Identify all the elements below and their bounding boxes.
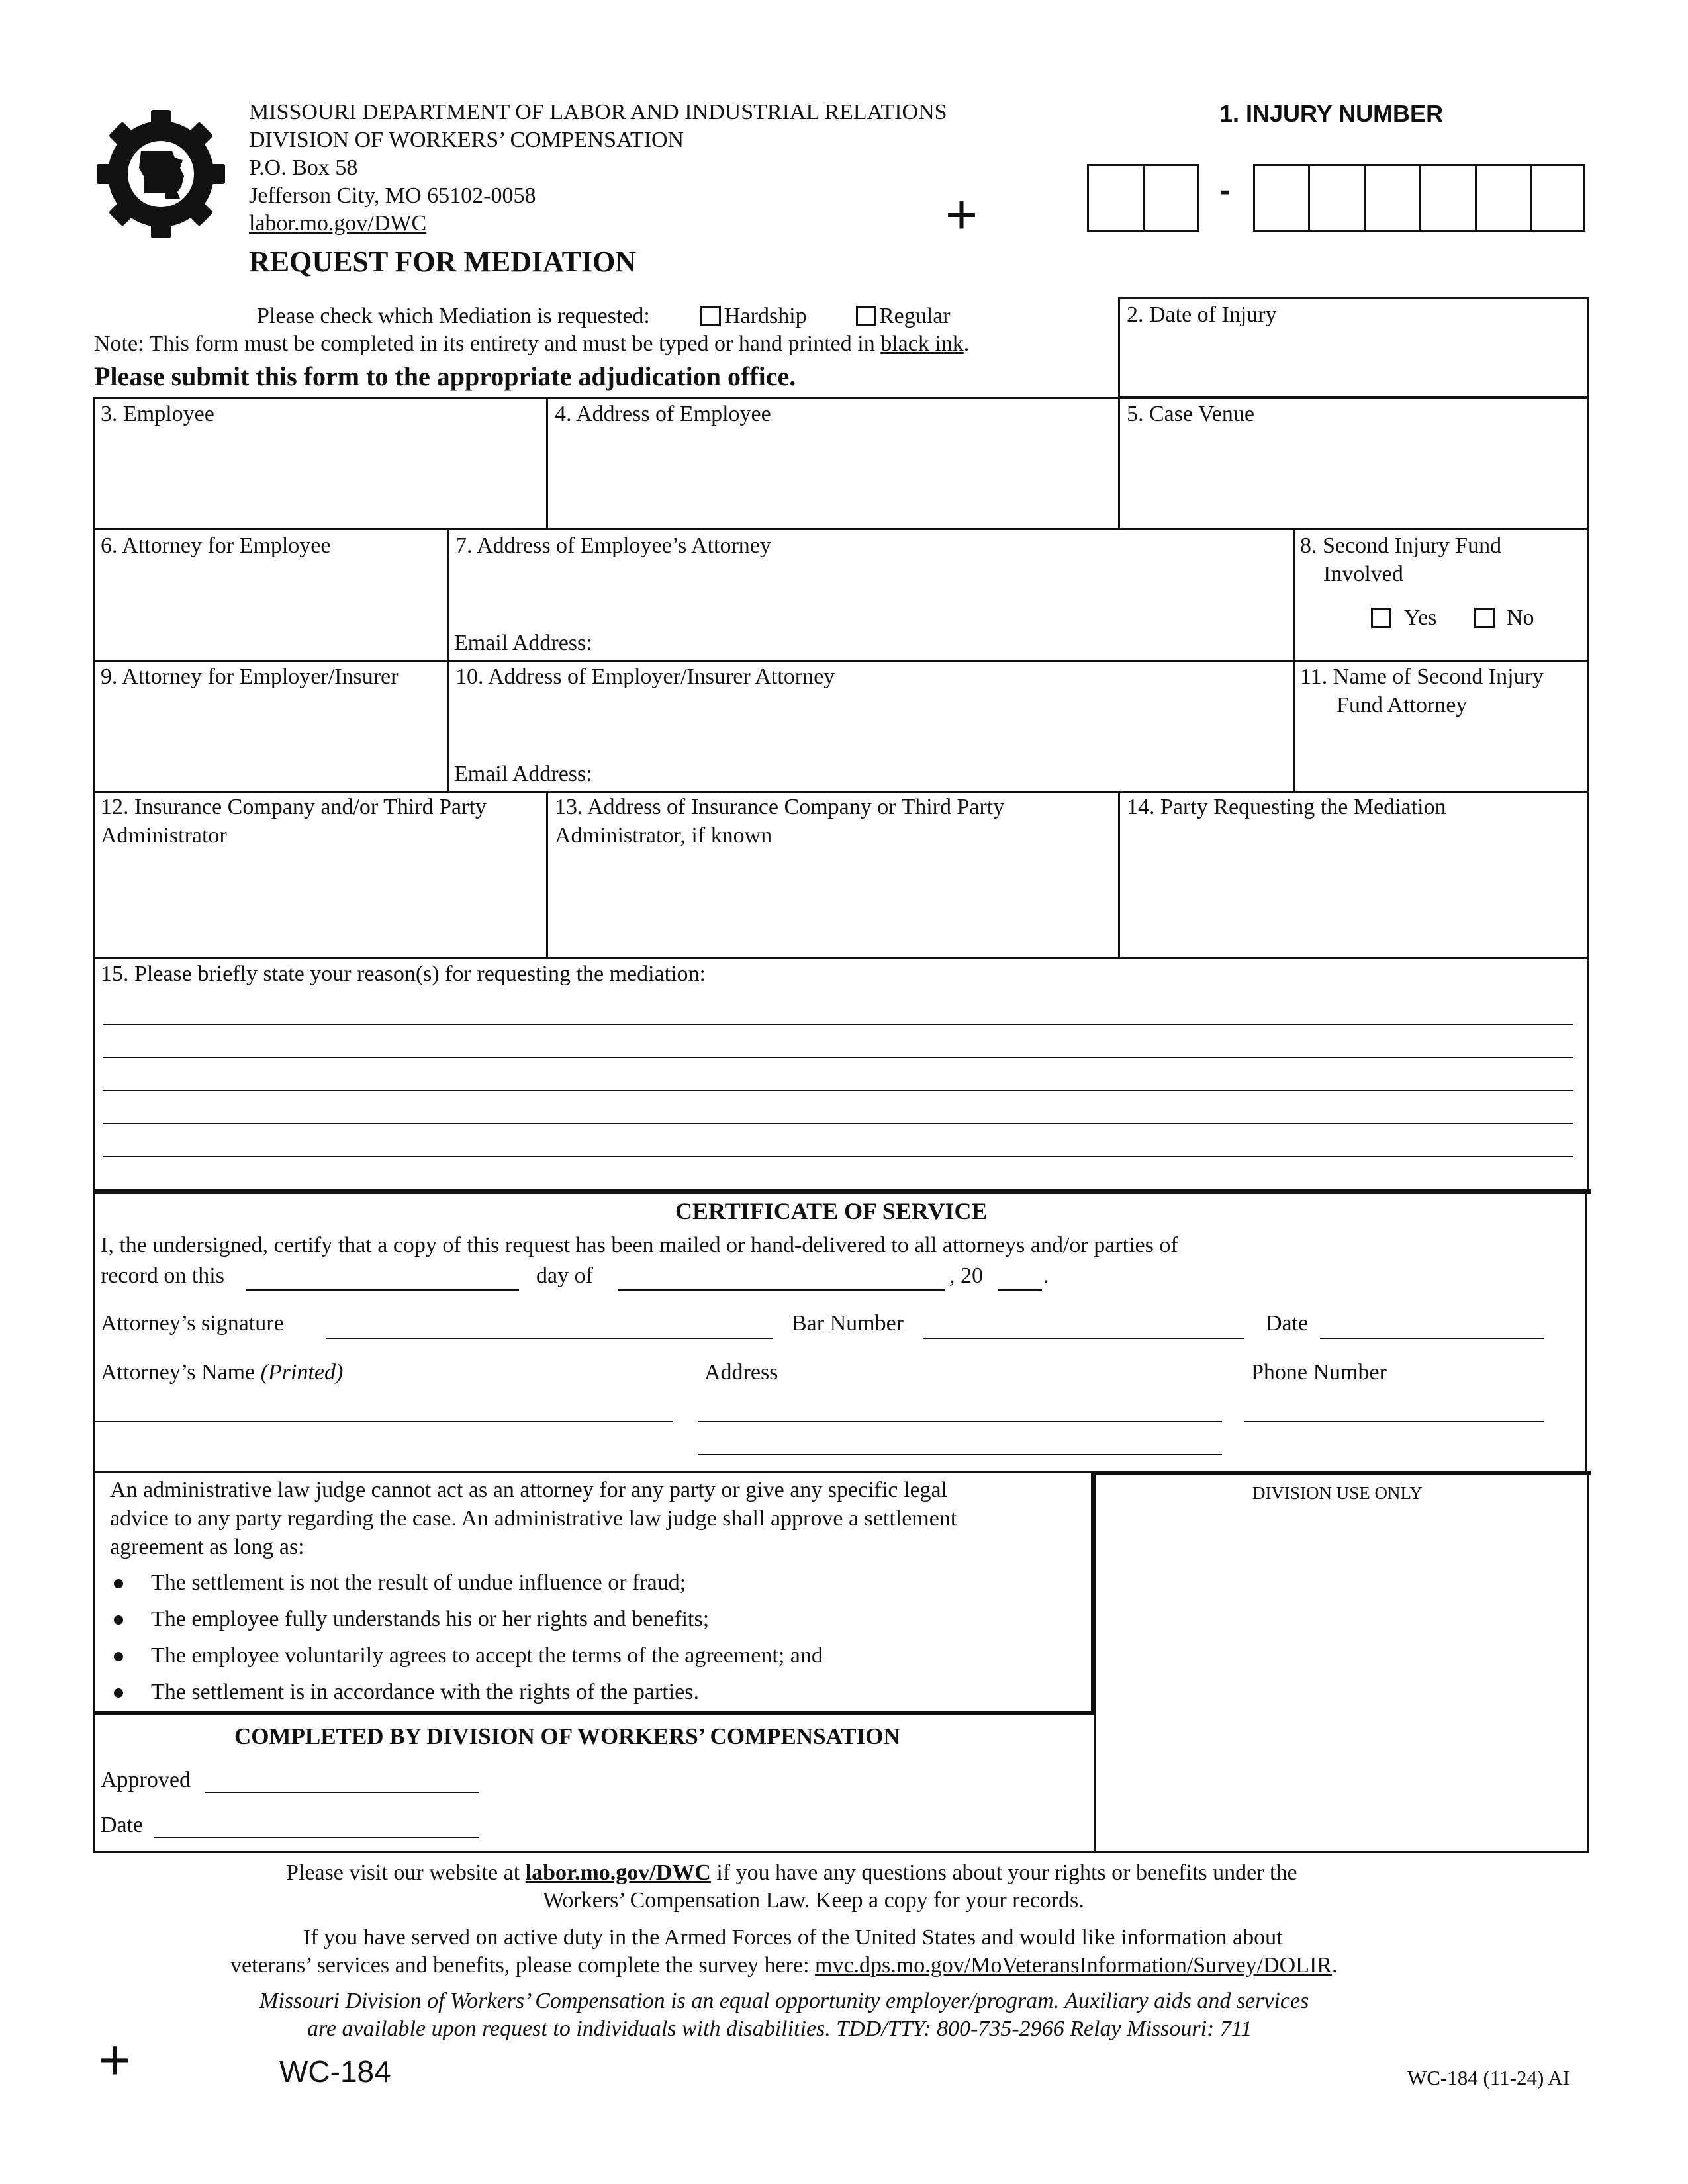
reason-line[interactable] — [103, 1057, 1573, 1058]
second-injury-fund-label-2: Involved — [1323, 562, 1403, 586]
division-use-area — [1098, 1476, 1585, 1850]
plus-mark-top: + — [945, 183, 978, 246]
address-line-1: P.O. Box 58 — [249, 156, 358, 180]
bullet-icon — [114, 1652, 123, 1661]
form-id: WC-184 — [279, 2054, 391, 2089]
certificate-text: I, the undersigned, certify that a copy of this request has been mailed or hand-delivered to all attorneys and/or parties of — [101, 1233, 1178, 1257]
veterans-end: . — [1331, 1953, 1338, 1978]
bar-number-line[interactable] — [923, 1338, 1244, 1339]
day-of-label: day of — [536, 1263, 593, 1288]
header-website-link[interactable]: labor.mo.gov/DWC — [249, 211, 427, 236]
date-of-injury-label: 2. Date of Injury — [1127, 302, 1277, 327]
second-injury-fund-no-checkbox[interactable] — [1474, 608, 1495, 628]
requesting-party-label: 14. Party Requesting the Mediation — [1127, 795, 1446, 819]
judge-notice-bullet: The settlement is in accordance with the rights of the parties. — [151, 1680, 700, 1704]
approved-line[interactable] — [205, 1792, 479, 1793]
division-name: DIVISION OF WORKERS’ COMPENSATION — [249, 128, 684, 152]
phone-number-line[interactable] — [1244, 1421, 1544, 1422]
veterans-line-1: If you have served on active duty in the Armed Forces of the United States and would like information about — [303, 1925, 1283, 1950]
cert-date-line[interactable] — [1320, 1338, 1544, 1339]
judge-notice-line-3: agreement as long as: — [110, 1535, 305, 1559]
reason-line[interactable] — [103, 1156, 1573, 1157]
attorney-name-line[interactable] — [93, 1421, 673, 1422]
ink-note-black-ink: black ink — [880, 332, 964, 356]
submit-note: Please submit this form to the appropriate adjudication office. — [94, 361, 796, 391]
insurance-company-label-1: 12. Insurance Company and/or Third Party — [101, 795, 487, 819]
form-revision: WC-184 (11-24) AI — [1407, 2066, 1570, 2089]
certificate-title: CERTIFICATE OF SERVICE — [675, 1198, 988, 1224]
employer-attorney-address-label: 10. Address of Employer/Insurer Attorney — [455, 664, 835, 689]
visit-suffix: if you have any questions about your rights or benefits under the — [716, 1860, 1297, 1885]
bullet-icon — [114, 1615, 123, 1625]
cert-address-line-1[interactable] — [698, 1421, 1222, 1422]
injury-number-suffix-boxes[interactable] — [1253, 164, 1585, 232]
judge-notice-line-1: An administrative law judge cannot act as an attorney for any party or give any specific legal — [110, 1478, 948, 1502]
plus-mark-bottom: + — [98, 2028, 132, 2092]
fund-attorney-label-2: Fund Attorney — [1336, 693, 1468, 717]
visit-website-line-1 — [286, 1860, 1297, 1886]
record-on-this-label: record on this — [101, 1263, 224, 1288]
completed-by-title: COMPLETED BY DIVISION OF WORKERS’ COMPENSATION — [234, 1723, 900, 1749]
reason-line[interactable] — [103, 1123, 1573, 1124]
cert-address-line-2[interactable] — [698, 1454, 1222, 1455]
address-line-2: Jefferson City, MO 65102-0058 — [249, 183, 536, 208]
ink-note-end: . — [963, 332, 970, 356]
approved-label: Approved — [101, 1768, 191, 1792]
insurance-company-label-2: Administrator — [101, 823, 227, 848]
insurance-address-label-1: 13. Address of Insurance Company or Third Party — [555, 795, 1005, 819]
employer-attorney-email-label: Email Address: — [454, 762, 592, 786]
attorney-name-text: Attorney’s Name — [101, 1360, 256, 1385]
visit-prefix: Please visit our website at — [286, 1860, 520, 1885]
employee-attorney-address-label: 7. Address of Employee’s Attorney — [455, 533, 771, 558]
cert-address-label: Address — [704, 1360, 778, 1385]
second-injury-fund-yes-checkbox[interactable] — [1371, 608, 1391, 628]
judge-notice-bullet: The settlement is not the result of undue influence or fraud; — [151, 1570, 686, 1595]
employee-attorney-email-label: Email Address: — [454, 631, 592, 655]
veterans-survey-link[interactable]: mvc.dps.mo.gov/MoVeteransInformation/Survey/DOLIR — [815, 1953, 1332, 1978]
second-injury-fund-yes-label: Yes — [1404, 606, 1437, 630]
equal-opportunity-line-2: are available upon request to individuals with disabilities. TDD/TTY: 800-735-2966 Relay Missouri: 711 — [307, 2017, 1252, 2041]
second-injury-fund-no-label: No — [1507, 606, 1534, 630]
seal-logo — [91, 105, 230, 244]
cert-date-label: Date — [1266, 1311, 1309, 1336]
service-month-line[interactable] — [618, 1289, 945, 1291]
footer-website-link[interactable]: labor.mo.gov/DWC — [525, 1860, 711, 1885]
employee-address-label: 4. Address of Employee — [555, 402, 771, 426]
ink-note — [94, 331, 969, 357]
attorney-name-label — [101, 1359, 343, 1386]
form-title: REQUEST FOR MEDIATION — [249, 246, 637, 278]
regular-checkbox[interactable] — [856, 306, 876, 326]
completed-date-line[interactable] — [154, 1837, 479, 1838]
reason-line[interactable] — [103, 1090, 1573, 1091]
second-injury-fund-label-1: 8. Second Injury Fund — [1300, 533, 1502, 558]
equal-opportunity-line-1: Missouri Division of Workers’ Compensation is an equal opportunity employer/program. Auxiliary aids and services — [259, 1989, 1309, 2013]
injury-number-dash: - — [1219, 173, 1230, 208]
attorney-signature-line[interactable] — [326, 1338, 773, 1339]
employee-label: 3. Employee — [101, 402, 214, 426]
fund-attorney-label-1: 11. Name of Second Injury — [1300, 664, 1544, 689]
regular-label: Regular — [879, 304, 951, 328]
bar-number-label: Bar Number — [792, 1311, 904, 1336]
employee-attorney-label: 6. Attorney for Employee — [101, 533, 331, 558]
mediation-prompt: Please check which Mediation is requested: — [257, 304, 650, 328]
bullet-icon — [114, 1688, 123, 1698]
injury-number-label: 1. INJURY NUMBER — [1219, 100, 1444, 127]
hardship-label: Hardship — [724, 304, 807, 328]
employer-attorney-label: 9. Attorney for Employer/Insurer — [101, 664, 399, 689]
judge-notice-bullet: The employee fully understands his or her rights and benefits; — [151, 1607, 710, 1631]
veterans-line-2 — [230, 1952, 1337, 1979]
case-venue-label: 5. Case Venue — [1127, 402, 1254, 426]
division-use-label: DIVISION USE ONLY — [1252, 1483, 1423, 1503]
reason-line[interactable] — [103, 1024, 1573, 1025]
service-year-line[interactable] — [998, 1289, 1042, 1291]
visit-website-line-2: Workers’ Compensation Law. Keep a copy for your records. — [543, 1888, 1084, 1913]
year-period: . — [1043, 1263, 1049, 1288]
insurance-address-label-2: Administrator, if known — [555, 823, 773, 848]
completed-date-label: Date — [101, 1813, 144, 1837]
phone-number-label: Phone Number — [1251, 1360, 1387, 1385]
injury-number-prefix-boxes[interactable] — [1087, 164, 1199, 232]
bullet-icon — [114, 1579, 123, 1588]
attorney-name-printed: (Printed) — [260, 1360, 344, 1385]
year-label: , 20 — [949, 1263, 983, 1288]
attorney-signature-label: Attorney’s signature — [101, 1311, 284, 1336]
judge-notice-line-2: advice to any party regarding the case. An administrative law judge shall approve a settlement — [110, 1506, 957, 1531]
ink-note-text: Note: This form must be completed in its entirety and must be typed or hand printed in — [94, 332, 875, 356]
service-day-line[interactable] — [246, 1289, 519, 1291]
hardship-checkbox[interactable] — [700, 306, 721, 326]
veterans-prefix: veterans’ services and benefits, please complete the survey here: — [230, 1953, 810, 1978]
agency-name: MISSOURI DEPARTMENT OF LABOR AND INDUSTRIAL RELATIONS — [249, 100, 947, 124]
reasons-label: 15. Please briefly state your reason(s) for requesting the mediation: — [101, 962, 706, 986]
judge-notice-bullet: The employee voluntarily agrees to accept the terms of the agreement; and — [151, 1643, 823, 1668]
